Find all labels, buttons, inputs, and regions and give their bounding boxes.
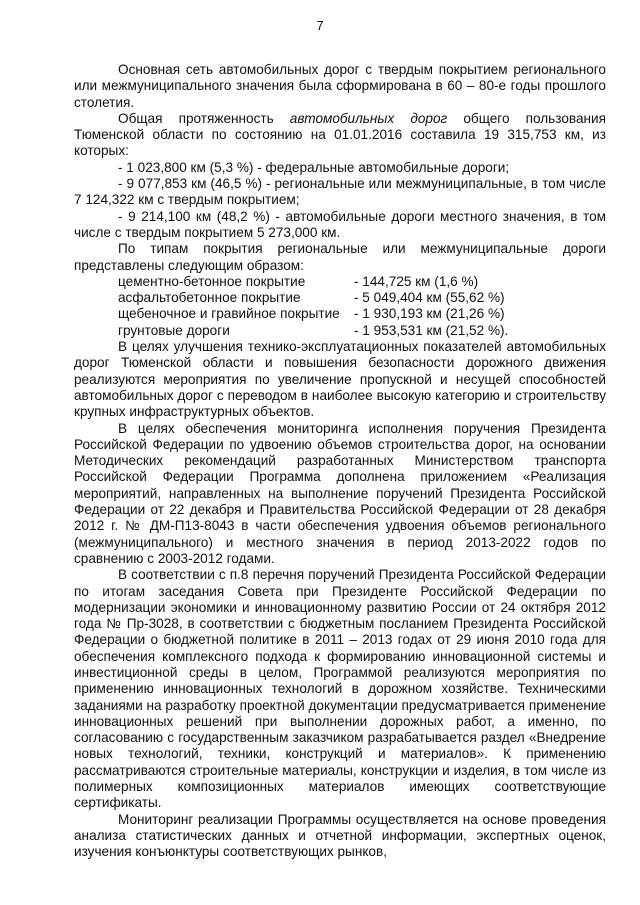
list-item-regional-roads: - 9 077,853 км (46,5 %) - региональные или межмуниципальные, в том числе 7 124,322 км с твердым покрытием; <box>74 176 606 208</box>
document-body <box>74 62 606 861</box>
paragraph-total-length <box>74 111 606 160</box>
paragraph-program-monitoring: Мониторинг реализации Программы осуществляется на основе проведения анализа статистических данных и отчетной информации, экспертных оценок, изучения конъюнктуры соответствующих рынков, <box>74 811 606 860</box>
coverage-table <box>118 274 508 339</box>
total-length-lead: Общая протяженность <box>118 110 290 126</box>
coverage-type: асфальтобетонное покрытие <box>118 290 301 306</box>
coverage-type: грунтовые дороги <box>118 322 230 338</box>
coverage-value: - 1 930,193 км (21,26 %) <box>354 306 505 322</box>
total-length-rest: общего пользования Тюменской области по состоянию на 01.01.2016 составила 19 315,753 км, из которых: <box>74 110 606 159</box>
coverage-value: - 1 953,531 км (21,52 %). <box>354 322 509 338</box>
table-row <box>118 290 508 306</box>
coverage-value: - 144,725 км (1,6 %) <box>354 273 479 289</box>
paragraph-coverage-intro: По типам покрытия региональные или межмуниципальные дороги представлены следующим образом: <box>74 241 606 273</box>
table-row <box>118 306 508 322</box>
coverage-value: - 5 049,404 км (55,62 %) <box>354 290 505 306</box>
paragraph-improvement-measures: В целях улучшения технико-эксплуатационных показателей автомобильных дорог Тюменской области и повышения безопасности дорожного движения реализуются мероприятия по увеличение пропускной и несущей способностей автомобильных дорог с переводом в наиболее высокую категорию и строительству крупных инфраструктурных объектов. <box>74 339 606 420</box>
page-number: 7 <box>316 18 324 33</box>
coverage-type: цементно-бетонное покрытие <box>118 273 306 289</box>
list-item-federal-roads: - 1 023,800 км (5,3 %) - федеральные автомобильные дороги; <box>118 159 510 175</box>
paragraph-road-network-history: Основная сеть автомобильных дорог с твердым покрытием регионального или межмуниципального значения была сформирована в 60 – 80-е годы прошлого столетия. <box>74 62 606 110</box>
list-item-local-roads: - 9 214,100 км (48,2 %) - автомобильные дороги местного значения, в том числе с твердым покрытием 5 273,000 км. <box>74 208 606 240</box>
paragraph-monitoring-order: В целях обеспечения мониторинга исполнения поручения Президента Российской Федерации по удвоению объемов строительства дорог, на основании Методических рекомендаций разработанных Министерством транспорта Российской Федерации Программа дополнена приложением «Реализация мероприятий, направленных на выполнение поручений Президента Российской Федерации от 22 декабря и Правительства Российской Федерации от 28 декабря 2012 г. № ДМ-П13-8043 в части обеспечения удвоения объемов регионального (межмуниципального) и местного значения в период 2013-2022 годов по сравнению с 2003-2012 годами. <box>74 420 606 566</box>
coverage-type: щебеночное и гравийное покрытие <box>118 306 340 322</box>
total-length-emphasis: автомобильных дорог <box>289 110 448 126</box>
paragraph-innovation-technologies: В соответствии с п.8 перечня поручений Президента Российской Федерации по итогам заседания Совета при Президенте Российской Федерации по модернизации экономики и инновационному развитию России от 24 октября 2012 года № Пр-3028, в соответствии с бюджетным посланием Президента Российской Федерации о бюджетной политике в 2011 – 2013 годах от 29 июня 2010 года для обеспечения комплексного подхода к формированию инновационной системы и инвестиционной среды в целом, Программой реализуются мероприятия по применению инновационных технологий в дорожном хозяйстве. Техническими заданиями на разработку проектной документации предусматривается применение инновационных решений при выполнении дорожных работ, а именно, по согласованию с государственным заказчиком разрабатывается раздел «Внедрение новых технологий, техники, конструкций и материалов». К применению рассматриваются строительные материалы, конструкции и изделия, в том числе из полимерных композиционных материалов имеющих соответствующие сертификаты. <box>74 567 606 811</box>
table-row <box>118 274 508 290</box>
table-row <box>118 323 508 339</box>
